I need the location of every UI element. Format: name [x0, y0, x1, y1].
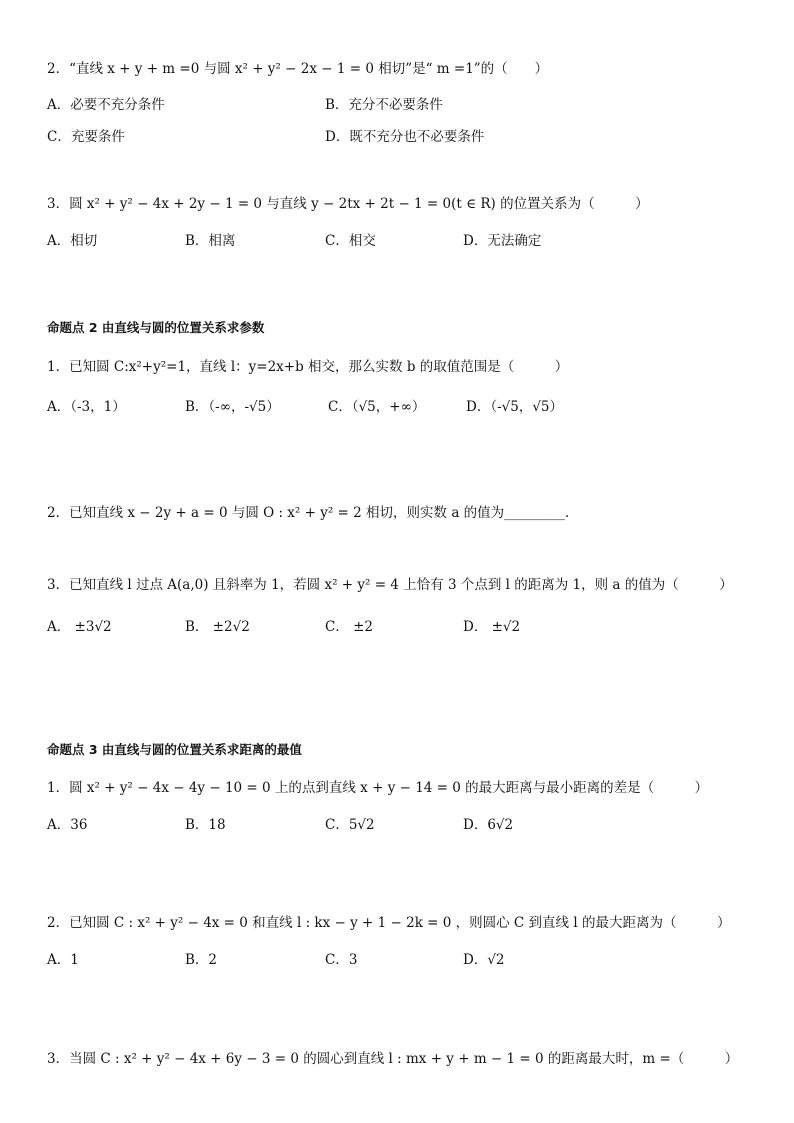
question-stem: 3．当圆 C : x² + y² − 4x + 6y − 3 = 0 的圆心到直线 l : mx + y + m − 1 = 0 的距离最大时，m =（ ） [47, 1051, 739, 1067]
option-b: B．18 [185, 817, 226, 833]
option-c: C．3 [325, 952, 358, 968]
option-b: B．相离 [185, 233, 236, 249]
option-a: A．必要不充分条件 [47, 97, 165, 113]
option-d: D． ±√2 [463, 619, 521, 635]
question-stem: 1．圆 x² + y² − 4x − 4y − 10 = 0 上的点到直线 x + y − 14 = 0 的最大距离与最小距离的差是（ ） [47, 780, 709, 796]
option-d: D．6√2 [463, 817, 514, 833]
question-stem: 2．已知圆 C : x² + y² − 4x = 0 和直线 l : kx − y + 1 − 2k = 0 ，则圆心 C 到直线 l 的最大距离为（ ） [47, 915, 731, 931]
question-stem: 3．圆 x² + y² − 4x + 2y − 1 = 0 与直线 y − 2tx + 2t − 1 = 0(t ∈ R) 的位置关系为（ ） [47, 196, 649, 212]
question-stem: 1．已知圆 C:x²+y²=1，直线 l：y=2x+b 相交，那么实数 b 的取值范围是（ ） [47, 359, 569, 375]
option-c: C．相交 [325, 233, 376, 249]
option-c: C．（√5，+∞） [328, 399, 426, 415]
option-d: D．（-√5，√5） [466, 399, 564, 415]
question-stem: 2．已知直线 x − 2y + a = 0 与圆 O : x² + y² = 2 相切，则实数 a 的值为_________. [47, 505, 570, 521]
option-d: D．既不充分也不必要条件 [325, 129, 485, 145]
option-d: D．无法确定 [463, 233, 542, 249]
question-stem: 2．“直线 x + y + m =0 与圆 x² + y² − 2x − 1 = 0 相切”是“ m =1”的（ ） [47, 61, 549, 77]
section-heading: 命题点 3 由直线与圆的位置关系求距离的最值 [47, 742, 302, 757]
option-b: B．（-∞，-√5） [185, 399, 280, 415]
option-a: A．36 [47, 817, 88, 833]
option-a: A．1 [47, 952, 79, 968]
question-stem: 3．已知直线 l 过点 A(a,0) 且斜率为 1，若圆 x² + y² = 4 上恰有 3 个点到 l 的距离为 1，则 a 的值为（ ） [47, 577, 733, 593]
option-b: B．充分不必要条件 [325, 97, 443, 113]
option-c: C． ±2 [325, 619, 374, 635]
option-c: C．充要条件 [47, 129, 125, 145]
option-b: B． ±2√2 [185, 619, 250, 635]
option-a: A．相切 [47, 233, 98, 249]
option-d: D．√2 [463, 952, 505, 968]
option-a: A．（-3，1） [47, 399, 126, 415]
option-c: C．5√2 [325, 817, 375, 833]
option-b: B．2 [185, 952, 218, 968]
option-a: A． ±3√2 [47, 619, 112, 635]
section-heading: 命题点 2 由直线与圆的位置关系求参数 [47, 320, 265, 335]
